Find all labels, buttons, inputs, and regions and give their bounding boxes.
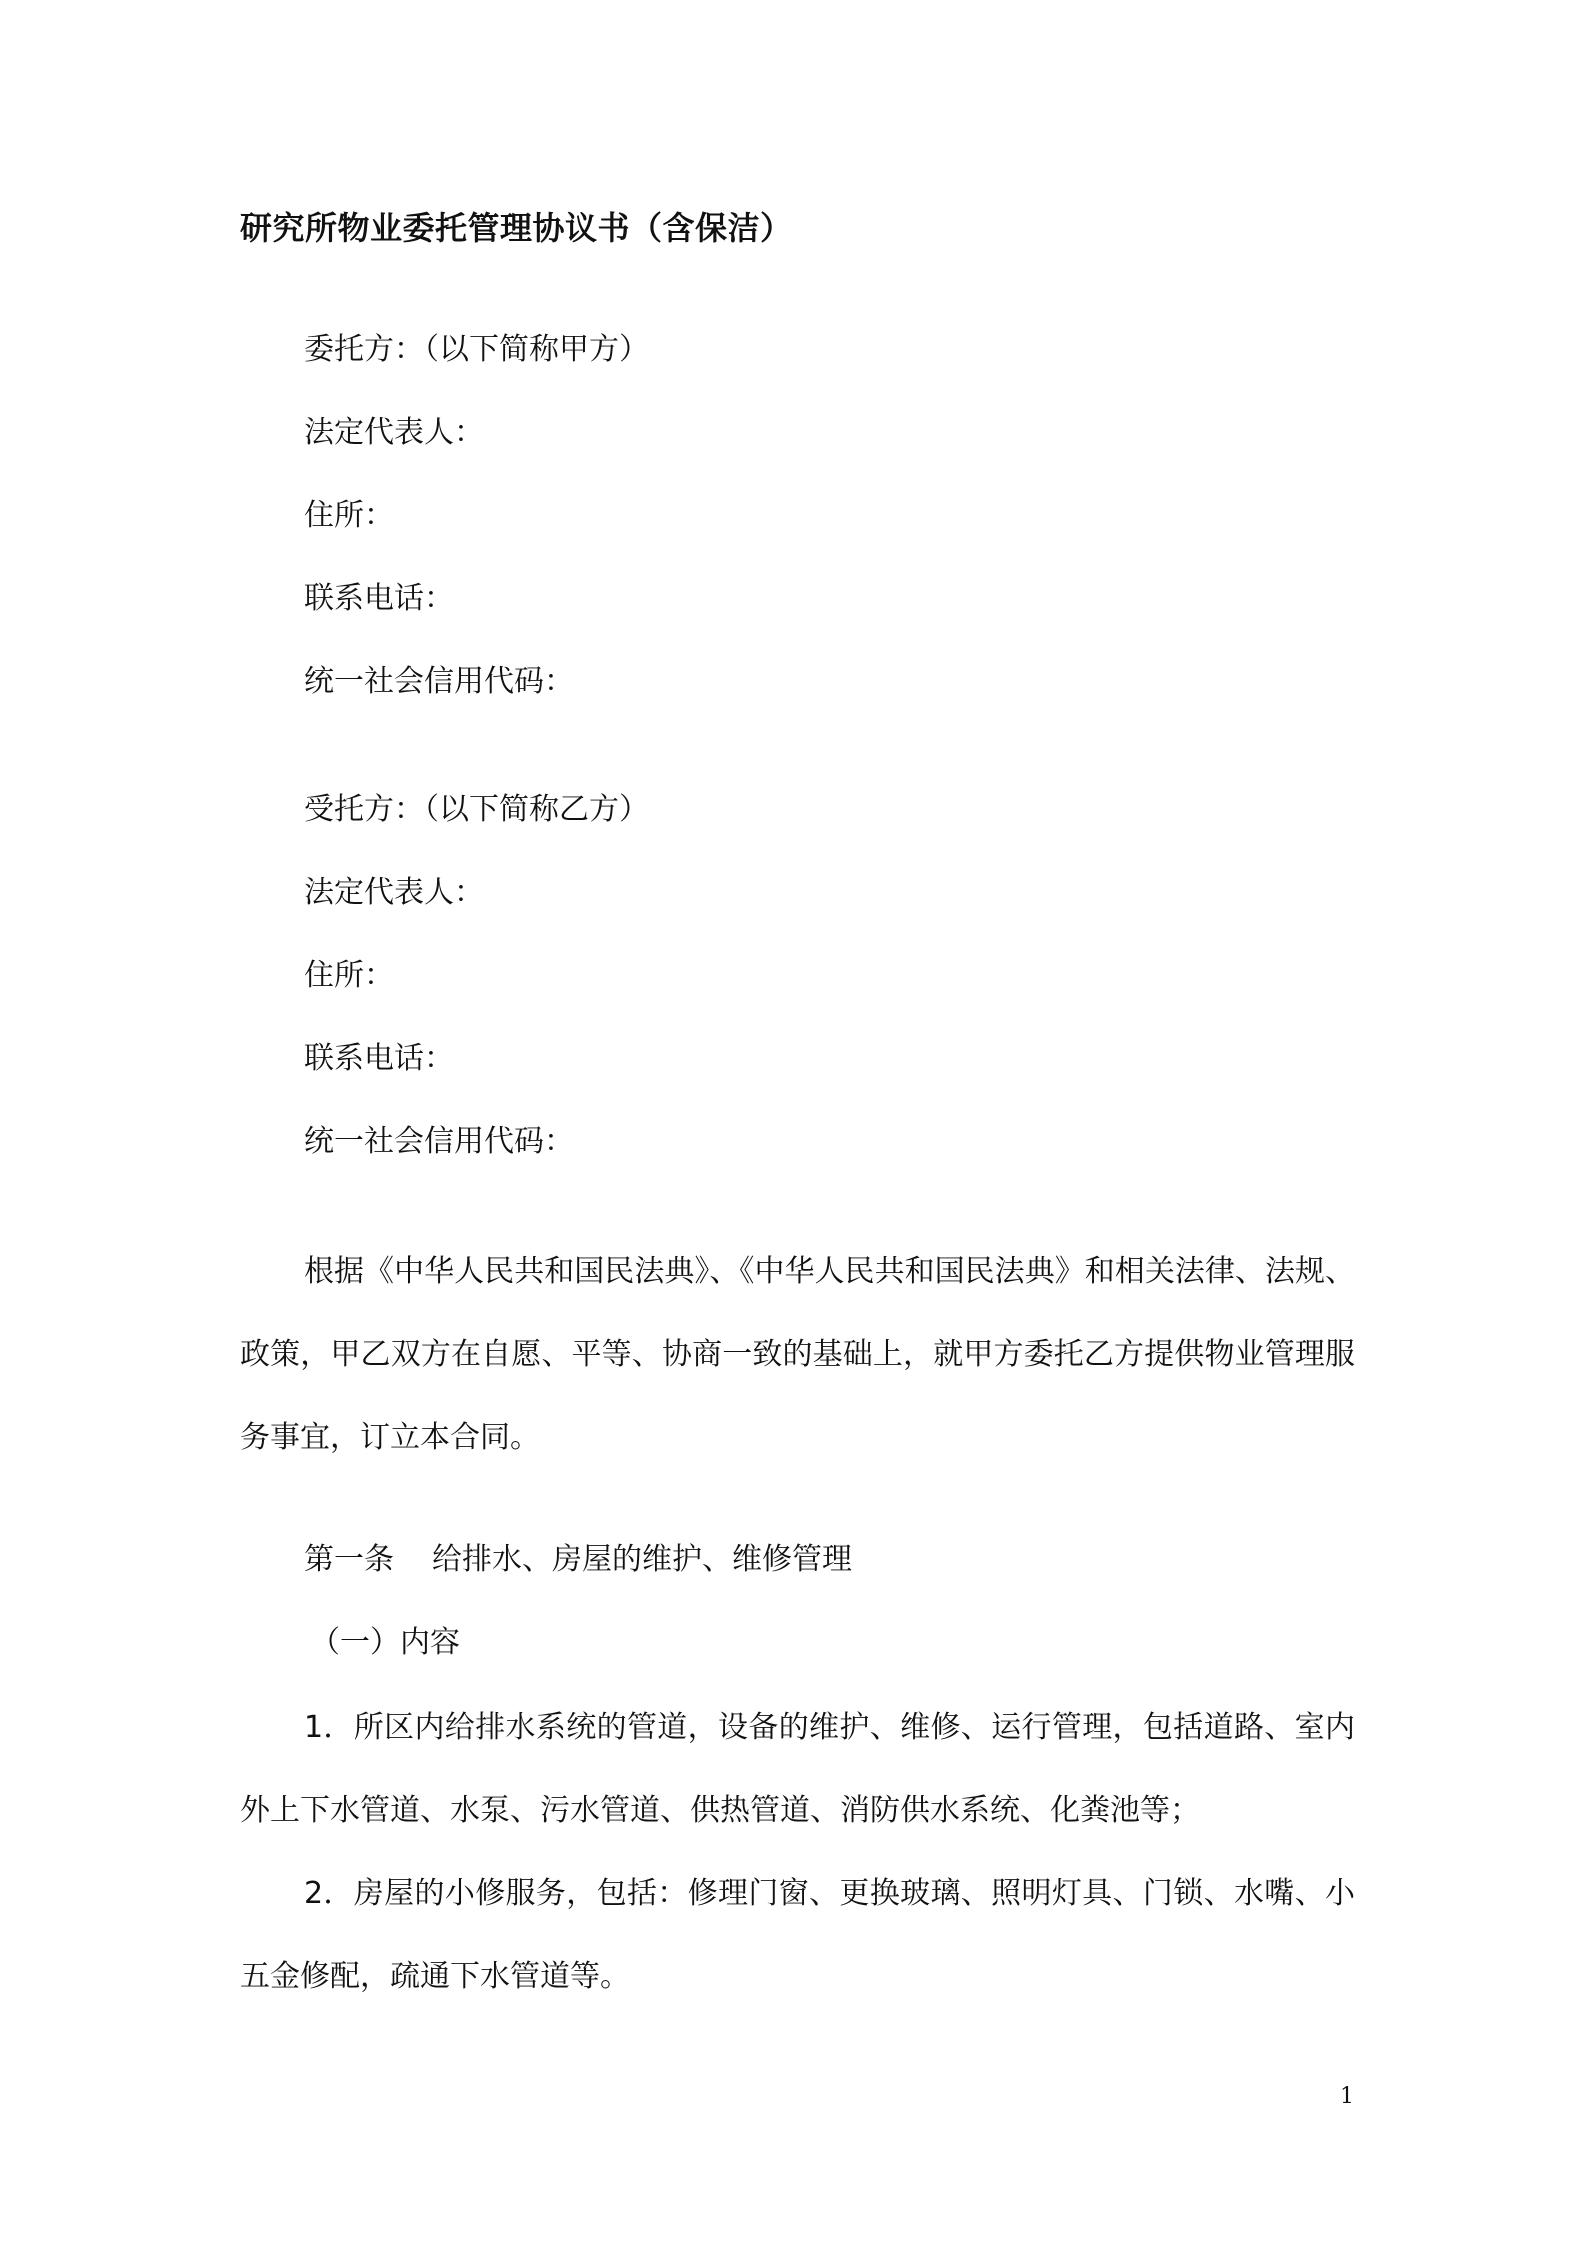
document-title: 研究所物业委托管理协议书（含保洁）: [240, 209, 793, 247]
preamble-paragraph: 根据《中华人民共和国民法典》、《中华人民共和国民法典》和相关法律、法规、政策，甲乙双方在自愿、平等、协商一致的基础上，就甲方委托乙方提供物业管理服务事宜，订立本合同。: [240, 1254, 1355, 1455]
party-a-phone: 联系电话：: [304, 581, 454, 616]
party-a-heading: 委托方：（以下简称甲方）: [304, 332, 649, 367]
party-a-legal-rep: 法定代表人：: [304, 415, 484, 450]
party-b-address: 住所：: [304, 958, 394, 993]
page-number: 1: [1340, 2084, 1354, 2109]
party-b-credit-code: 统一社会信用代码：: [304, 1124, 574, 1159]
party-a-credit-code: 统一社会信用代码：: [304, 664, 574, 699]
article-1-number: 第一条: [304, 1542, 394, 1577]
party-a-address: 住所：: [304, 498, 394, 533]
article-1-section-heading: （一）内容: [310, 1625, 460, 1660]
party-b-phone: 联系电话：: [304, 1041, 454, 1076]
article-1-item-2: 2．房屋的小修服务，包括：修理门窗、更换玻璃、照明灯具、门锁、水嘴、小五金修配，疏通下水管道等。: [240, 1876, 1355, 1994]
party-b-legal-rep: 法定代表人：: [304, 875, 484, 910]
article-1-heading: [304, 1540, 852, 1580]
article-1-title: 给排水、房屋的维护、维修管理: [432, 1542, 852, 1577]
article-1-item-1: 1．所区内给排水系统的管道，设备的维护、维修、运行管理，包括道路、室内外上下水管道、水泵、污水管道、供热管道、消防供水系统、化粪池等；: [240, 1710, 1355, 1828]
party-b-heading: 受托方：（以下简称乙方）: [304, 792, 649, 827]
